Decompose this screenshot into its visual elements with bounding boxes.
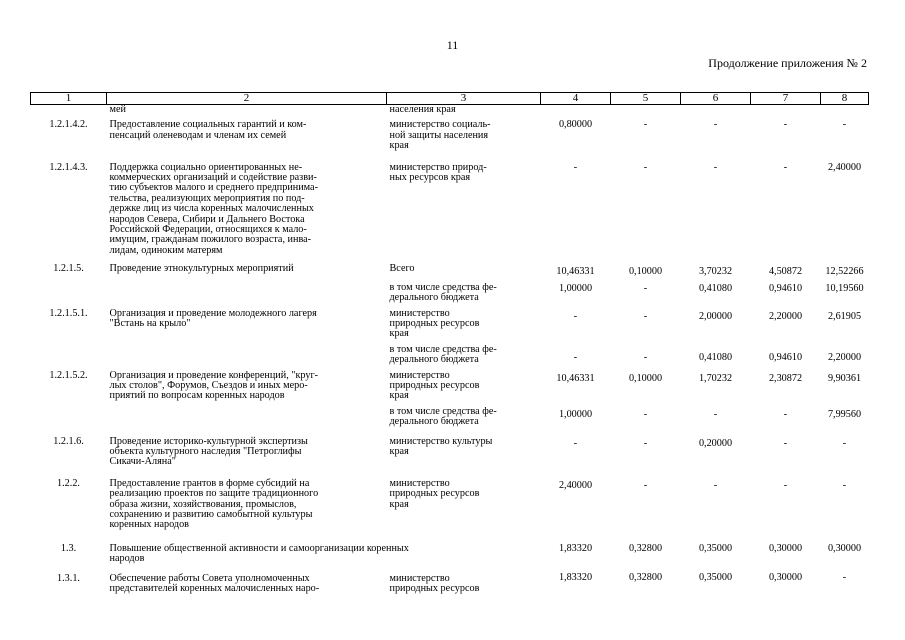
row-value: 2,40000 xyxy=(827,161,862,173)
row-source: населения края xyxy=(389,104,456,115)
row-code: 1.2.1.5.1. xyxy=(49,307,88,319)
row-value: 0,80000 xyxy=(558,119,593,131)
row-name: Предоставление грантов в форме субсидий на реализацию проектов по защите традиционного образа жизни, хозяйствования, промыслов, сохранению и развитию самобытной культуры коренных народов xyxy=(109,477,319,531)
row-value: 12,52266 xyxy=(825,266,864,278)
row-code: 1.2.1.4.3. xyxy=(49,161,88,173)
row-source: в том числе средства фе- дерального бюджета xyxy=(389,343,497,366)
row-code xyxy=(31,405,107,434)
column-header: 1 xyxy=(31,93,107,105)
row-value: - xyxy=(783,119,788,131)
row-source: Всего xyxy=(389,263,415,275)
row-value: - xyxy=(842,437,847,449)
row-value: 2,40000 xyxy=(558,479,593,491)
row-value: 2,20000 xyxy=(827,351,862,363)
row-value: - xyxy=(713,161,718,173)
row-value xyxy=(541,105,611,116)
row-code: 1.2.1.4.2. xyxy=(49,119,88,131)
row-source: министерство природных ресурсов края xyxy=(389,477,480,510)
appendix-table xyxy=(30,92,869,594)
row-value: - xyxy=(842,571,847,583)
row-value: 0,30000 xyxy=(827,542,862,554)
column-header: 6 xyxy=(681,93,751,105)
column-header: 7 xyxy=(751,93,821,105)
row-value: 0,32800 xyxy=(628,571,663,583)
row-name: Организация и проведение молодежного лагеря "Встань на крыло" xyxy=(109,307,317,329)
row-value: - xyxy=(643,119,648,131)
row-value: 1,83320 xyxy=(558,542,593,554)
row-value: - xyxy=(643,408,648,420)
column-header: 5 xyxy=(611,93,681,105)
row-source: министерство социаль- ной защиты населения края xyxy=(389,119,491,152)
row-value: 2,61905 xyxy=(827,310,862,322)
column-header: 3 xyxy=(387,93,541,105)
row-source: министерство природных ресурсов края xyxy=(389,369,480,402)
row-value: 0,32800 xyxy=(628,542,663,554)
row-value: - xyxy=(783,479,788,491)
row-value: 1,00000 xyxy=(558,408,593,420)
row-code xyxy=(31,281,107,307)
row-value: - xyxy=(783,408,788,420)
row-code: 1.2.1.5. xyxy=(53,263,84,275)
row-name: Обеспечение работы Совета уполномоченных представителей коренных малочисленных наро- xyxy=(109,572,320,595)
column-header: 4 xyxy=(541,93,611,105)
row-code: 1.3. xyxy=(60,542,77,554)
row-value: - xyxy=(573,351,578,363)
row-name: Организация и проведение конференций, "круг- лых столов", Форумов, Съездов и иных меро- приятий по вопросам коренных народов xyxy=(109,369,319,402)
row-value: 0,94610 xyxy=(768,351,803,363)
row-value xyxy=(681,105,751,116)
table-row xyxy=(31,369,869,405)
column-header: 2 xyxy=(107,93,387,105)
row-value: 1,83320 xyxy=(558,571,593,583)
row-code: 1.2.1.6. xyxy=(53,435,84,447)
row-code: 1.3.1. xyxy=(57,572,80,584)
row-value: 0,35000 xyxy=(698,542,733,554)
row-value: - xyxy=(573,161,578,173)
row-value: - xyxy=(643,437,648,449)
row-value: - xyxy=(783,161,788,173)
row-value: 0,35000 xyxy=(698,571,733,583)
row-value: 4,50872 xyxy=(768,266,803,278)
row-source: министерство природ- ных ресурсов края xyxy=(389,161,487,184)
row-value: 0,30000 xyxy=(768,571,803,583)
row-value: 2,20000 xyxy=(768,310,803,322)
row-value: 0,94610 xyxy=(768,282,803,294)
row-code xyxy=(31,343,107,369)
row-value: 0,10000 xyxy=(628,266,663,278)
row-value: 2,30872 xyxy=(768,372,803,384)
row-value: - xyxy=(643,161,648,173)
row-name: Поддержка социально ориентированных не- коммерческих организаций и содействие разви- тию субъектов малого и среднего предпринима- тельства, реализующих мероприятия по под- держке лиц из числа коренных малочисленных народов Севера, Сибири и Дальнего Востока Российской Федерации, относящихся к мало- имущим, гражданам пожилого возраста, инва- лидам, одиноким матерям xyxy=(109,161,318,256)
row-name xyxy=(107,281,387,307)
row-value: 10,46331 xyxy=(556,266,595,278)
row-name: мей xyxy=(109,104,126,115)
row-name: Предоставление социальных гарантий и ком- пенсаций оленеводам и членам их семей xyxy=(109,119,307,141)
row-value: - xyxy=(643,351,648,363)
row-value: - xyxy=(643,310,648,322)
row-name: Проведение историко-культурной экспертизы объекта культурного наследия "Петроглифы Сикачи-Аляна" xyxy=(109,435,308,468)
row-value: 0,10000 xyxy=(628,372,663,384)
row-value: 7,99560 xyxy=(827,408,862,420)
row-value: - xyxy=(573,310,578,322)
table-row xyxy=(31,569,869,595)
row-code xyxy=(31,105,107,116)
row-value: 0,20000 xyxy=(698,437,733,449)
table-row xyxy=(31,115,869,157)
row-value: - xyxy=(842,479,847,491)
table-row xyxy=(31,539,869,569)
row-value: 0,41080 xyxy=(698,351,733,363)
row-value: 1,70232 xyxy=(698,372,733,384)
row-source: министерство природных ресурсов края xyxy=(389,307,480,340)
row-source: в том числе средства фе- дерального бюджета xyxy=(389,405,497,428)
row-value: 10,19560 xyxy=(825,282,864,294)
row-value: - xyxy=(713,479,718,491)
row-source: министерство природных ресурсов xyxy=(389,572,480,595)
table-body xyxy=(31,105,869,595)
row-name: Проведение этнокультурных мероприятий xyxy=(109,263,294,275)
row-source: в том числе средства фе- дерального бюджета xyxy=(389,281,497,304)
page-number: 11 xyxy=(446,38,459,52)
row-value: - xyxy=(783,437,788,449)
row-name: Повышение общественной активности и самоорганизации коренных народов xyxy=(109,542,409,565)
row-value: 0,41080 xyxy=(698,282,733,294)
row-value: - xyxy=(713,408,718,420)
row-value: - xyxy=(573,437,578,449)
row-source: министерство культуры края xyxy=(389,435,493,457)
row-value: - xyxy=(713,119,718,131)
table-row xyxy=(31,307,869,343)
table-row xyxy=(31,474,869,539)
row-value: - xyxy=(842,119,847,131)
table-row xyxy=(31,158,869,260)
row-value: 2,00000 xyxy=(698,310,733,322)
row-value xyxy=(751,105,821,116)
table-row xyxy=(31,259,869,280)
row-value: 1,00000 xyxy=(558,282,593,294)
row-value: 3,70232 xyxy=(698,266,733,278)
row-value: 0,30000 xyxy=(768,542,803,554)
table-row xyxy=(31,105,869,116)
table-row xyxy=(31,434,869,474)
row-name xyxy=(107,343,387,369)
row-name xyxy=(107,405,387,434)
column-number-row xyxy=(31,93,869,105)
row-value: - xyxy=(643,479,648,491)
row-code: 1.2.1.5.2. xyxy=(49,369,88,381)
row-value: 9,90361 xyxy=(827,372,862,384)
table-row xyxy=(31,343,869,369)
row-value: 10,46331 xyxy=(556,372,595,384)
column-header: 8 xyxy=(821,93,869,105)
row-code: 1.2.2. xyxy=(57,477,80,489)
table-row xyxy=(31,405,869,434)
row-value: - xyxy=(643,282,648,294)
row-value xyxy=(821,105,869,116)
appendix-continuation-note: Продолжение приложения № 2 xyxy=(708,56,867,70)
row-value xyxy=(611,105,681,116)
table-row xyxy=(31,281,869,307)
